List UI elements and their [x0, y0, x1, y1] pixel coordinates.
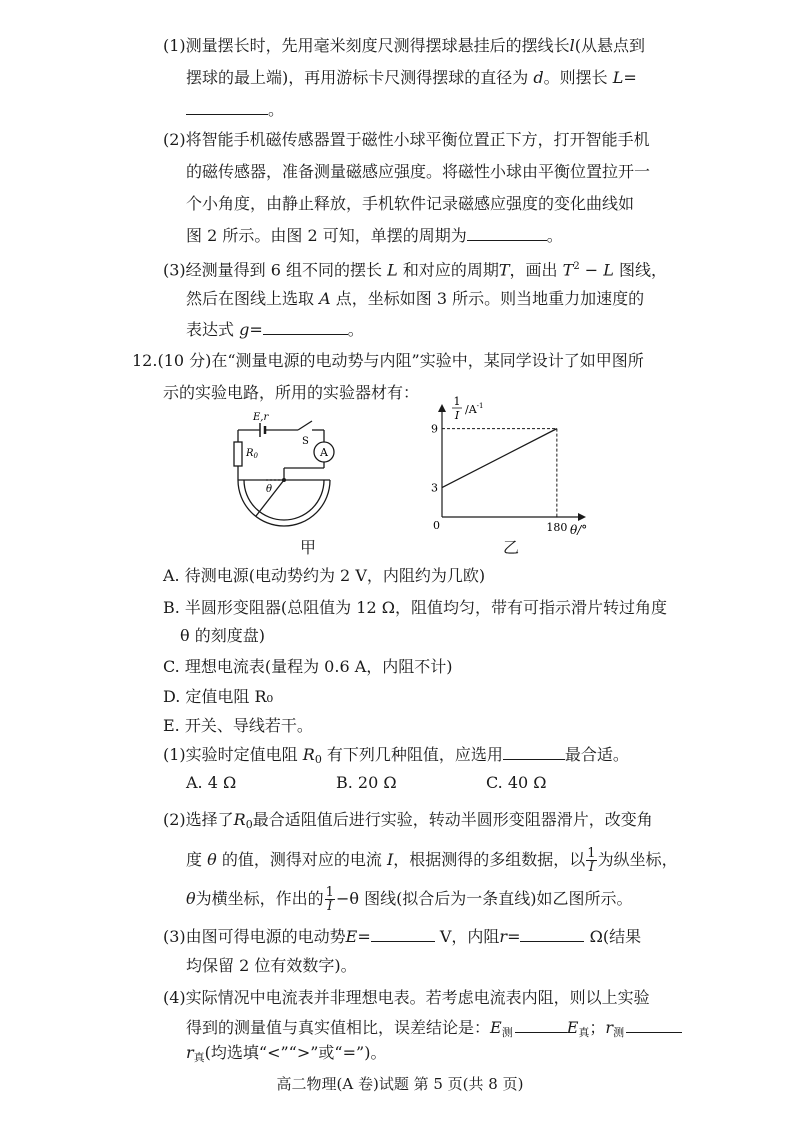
option-a[interactable]: A. 4 Ω	[186, 773, 237, 792]
y-label-numerator: 1	[453, 395, 461, 408]
battery-label: E,r	[253, 412, 269, 423]
x-tick-180: 180	[546, 521, 568, 534]
q11-part3-line2: 然后在图线上选取 A 点，坐标如图 3 所示。则当地重力加速度的	[186, 289, 645, 308]
switch-blade	[298, 421, 312, 430]
option-b[interactable]: B. 20 Ω	[336, 773, 397, 792]
q11-part1-line3: 。	[186, 100, 284, 120]
item-a: A. 待测电源(电动势约为 2 V，内阻约为几欧)	[163, 566, 486, 585]
circuit-diagram	[220, 408, 360, 558]
semicircle-resistor-inner	[244, 480, 324, 520]
item-b-line1: B. 半圆形变阻器(总阻值为 12 Ω，阻值均匀，带有可指示滑片转过角度	[163, 598, 667, 617]
q12-part2-line1: (2)选择了$R_0$最合适阻值后进行实验，转动半圆形变阻器滑片，改变角	[163, 810, 653, 831]
q11-part3-line3: 表达式 g= 。	[186, 320, 364, 339]
r0-label: $R_0$	[246, 448, 258, 460]
ammeter-label: A	[320, 446, 328, 459]
item-e: E. 开关、导线若干。	[163, 716, 313, 735]
page-footer: 高二物理(A 卷)试题 第 5 页(共 8 页)	[276, 1075, 524, 1093]
q11-part2-line1: (2)将智能手机磁传感器置于磁性小球平衡位置正下方，打开智能手机	[163, 130, 650, 149]
q11-part2-line3: 个小角度，由静止释放，手机软件记录磁感应强度的变化曲线如	[186, 194, 635, 213]
q12-part3-line2: 均保留 2 位有效数字)。	[186, 956, 357, 975]
graph-1-over-i-vs-theta	[420, 392, 600, 542]
item-c: C. 理想电流表(量程为 0.6 A，内阻不计)	[163, 657, 453, 676]
q12-part4-line3: $r_真$(均选填“<”“>”或“=”)。	[186, 1043, 387, 1064]
q11-part3-line1: (3)经测量得到 6 组不同的摆长 L 和对应的周期T，画出 $T^2 - L$ 图线，	[163, 260, 667, 280]
y-axis-arrow	[438, 404, 446, 412]
answer-blank-emf-compare[interactable]	[515, 1018, 567, 1033]
origin-label: 0	[433, 519, 440, 532]
slider-pivot	[282, 478, 286, 482]
theta-label: θ	[266, 484, 273, 495]
x-axis-label: θ/°	[570, 523, 588, 537]
answer-blank-r0-choice[interactable]	[503, 745, 565, 760]
answer-blank-internal-resistance[interactable]	[520, 927, 584, 942]
q12-part4-line1: (4)实际情况中电流表并非理想电表。若考虑电流表内阻，则以上实验	[163, 988, 650, 1007]
y-tick-9: 9	[431, 422, 438, 436]
figure-b-caption: 乙	[503, 538, 520, 557]
answer-blank-period[interactable]	[467, 226, 547, 241]
y-tick-3: 3	[431, 481, 438, 495]
switch-label: S	[302, 436, 309, 447]
item-b-line2: θ 的刻度盘)	[180, 626, 265, 645]
q11-part2-line2: 的磁传感器，准备测量磁感应强度。将磁性小球由平衡位置拉开一	[186, 162, 651, 181]
q12-intro-line2: 示的实验电路，所用的实验器材有：	[163, 383, 420, 402]
figure-a-caption: 甲	[300, 538, 317, 557]
option-c[interactable]: C. 40 Ω	[486, 773, 547, 792]
q12-part2-line3: θ为横坐标，作出的 $\frac{1}{I}$ −θ 图线(拟合后为一条直线)如乙图所示。	[186, 885, 633, 914]
x-axis-arrow	[578, 513, 586, 521]
fraction-1-over-i-2: $\frac{1}{I}$	[325, 885, 334, 914]
y-axis-label	[452, 395, 483, 422]
q11-part1-line1: (1)测量摆长时，先用毫米刻度尺测得摆球悬挂后的摆线长l(从悬点到	[163, 36, 646, 55]
q12-part4-line2: 得到的测量值与真实值相比，误差结论是：$E_测$ $E_真$；$r_测$	[186, 1018, 682, 1043]
q11-part1-line2: 摆球的最上端)，再用游标卡尺测得摆球的直径为 d。则摆长 L=	[186, 68, 637, 87]
resistor-r0	[234, 442, 242, 466]
y-label-denominator: I	[454, 409, 460, 422]
answer-blank-gravity[interactable]	[263, 320, 348, 335]
q12-part1-line: (1)实验时定值电阻 $R_0$ 有下列几种阻值，应选用 最合适。	[163, 745, 629, 766]
answer-blank-emf[interactable]	[371, 927, 435, 942]
answer-blank-pendulum-length[interactable]	[186, 100, 268, 115]
q12-part2-line2: 度 θ 的值，测得对应的电流 I，根据测得的多组数据，以 $\frac{1}{I}$ 为纵坐标，	[186, 846, 678, 875]
y-label-unit: $/A^{-1}$	[465, 402, 484, 416]
data-series-line	[442, 429, 557, 488]
q12-intro-line1: 12.(10 分)在“测量电源的电动势与内阻”实验中，某同学设计了如甲图所	[132, 351, 644, 370]
q11-part2-line4: 图 2 所示。由图 2 可知，单摆的周期为 。	[186, 226, 563, 245]
item-d: D. 定值电阻 R₀	[163, 687, 273, 706]
answer-blank-r-compare[interactable]	[626, 1018, 682, 1033]
q12-part3-line1: (3)由图可得电源的电动势E= V，内阻r= Ω(结果	[163, 927, 642, 946]
fraction-1-over-i: $\frac{1}{I}$	[587, 846, 596, 875]
